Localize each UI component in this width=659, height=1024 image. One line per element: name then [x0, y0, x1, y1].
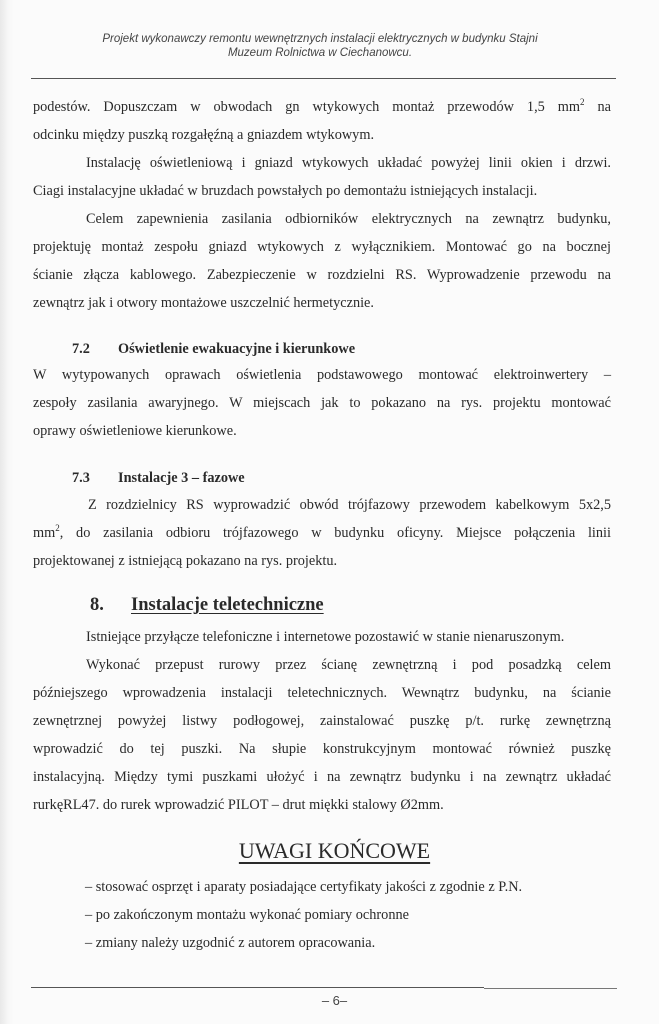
text-line: Wykonać przepust rurowy przez ścianę zewnętrzną i pod posadzką celem — [86, 657, 611, 673]
section-7-2-title: Oświetlenie ewakuacyjne i kierunkowe — [118, 341, 356, 357]
page-number: – 6– — [321, 993, 348, 1008]
text-line: podestów. Dopuszczam w obwodach gn wtykowych montaż przewodów 1,5 $mm^2$ na — [33, 97, 611, 115]
footer-divider-tail — [484, 988, 617, 989]
final-note-item: – zmiany należy uzgodnić z autorem opracowania. — [85, 935, 376, 951]
text-line: zewnętrznej powyżej listwy podłogowej, zainstalować puszkę p/t. rurkę zewnętrzną — [33, 713, 611, 729]
section-7-3-title: Instalacje 3 – fazowe — [118, 470, 245, 486]
final-note-item: – stosować osprzęt i aparaty posiadające certyfikaty jakości z zgodnie z P.N. — [85, 879, 523, 895]
text-line: późniejszego wprowadzenia instalacji teletechnicznych. Wewnątrz budynku, na ścianie — [33, 685, 611, 701]
text-line: Instalację oświetleniową i gniazd wtykowych układać powyżej linii okien i drzwi. — [86, 155, 611, 171]
page-header — [60, 32, 580, 60]
text-line: odcinku między puszką rozgałęźną a gniazdem wtykowym. — [33, 127, 375, 143]
text-line: projektowanej z istniejącą pokazano na rys. projektu. — [33, 553, 338, 569]
final-notes-title: UWAGI KOŃCOWE — [238, 838, 431, 863]
section-8-number: 8. — [90, 595, 104, 615]
header-line-1: Projekt wykonawczy remontu wewnętrznych instalacji elektrycznych w budynku Stajni — [102, 33, 538, 45]
text-line: W wytypowanych oprawach oświetlenia podstawowego montować elektroinwertery – — [33, 367, 611, 383]
text-line: Celem zapewnienia zasilania odbiorników elektrycznych na zewnątrz budynku, — [86, 211, 611, 227]
section-7-3-number: 7.3 — [72, 470, 90, 486]
text-line: projektuję montaż zespołu gniazd wtykowych z wyłącznikiem. Montować go na bocznej — [33, 239, 611, 255]
final-note-item: – po zakończonym montażu wykonać pomiary ochronne — [85, 907, 409, 923]
text-line: ścianie złącza kablowego. Zabezpieczenie w rozdzielni RS. Wyprowadzenie przewodu na — [33, 267, 611, 283]
text-line: Z rozdzielnicy RS wyprowadzić obwód trójfazowy przewodem kabelkowym 5x2,5 — [88, 497, 611, 513]
text-line: Ciagi instalacyjne układać w bruzdach powstałych po demontażu istniejących instalacji. — [33, 183, 538, 199]
section-7-2-number: 7.2 — [72, 341, 90, 357]
text-line: zespoły zasilania awaryjnego. W miejscach jak to pokazano na rys. projektu montować — [33, 395, 611, 411]
section-8-title: Instalacje teletechniczne — [131, 595, 324, 615]
text-line: $mm^2$, do zasilania odbioru trójfazowego w budynku oficyny. Miejsce połączenia linii — [33, 523, 611, 541]
text-line: rurkęRL47. do rurek wprowadzić PILOT – drut miękki stalowy Ø2mm. — [33, 797, 444, 813]
text-line: oprawy oświetleniowe kierunkowe. — [33, 423, 237, 439]
header-divider — [31, 78, 616, 79]
text-line: zewnątrz jak i otwory montażowe uszczelnić hermetycznie. — [33, 295, 374, 311]
header-line-2: Muzeum Rolnictwa w Ciechanowcu. — [227, 47, 413, 59]
text-line: instalacyjną. Między tymi puszkami ułożyć i na zewnątrz budynku i na zewnątrz układać — [33, 769, 611, 785]
footer-divider — [31, 987, 484, 988]
text-line: wprowadzić do tej puszki. Na słupie konstrukcyjnym montować również puszkę — [33, 741, 611, 757]
text-line: Istniejące przyłącze telefoniczne i internetowe pozostawić w stanie nienaruszonym. — [86, 629, 565, 645]
